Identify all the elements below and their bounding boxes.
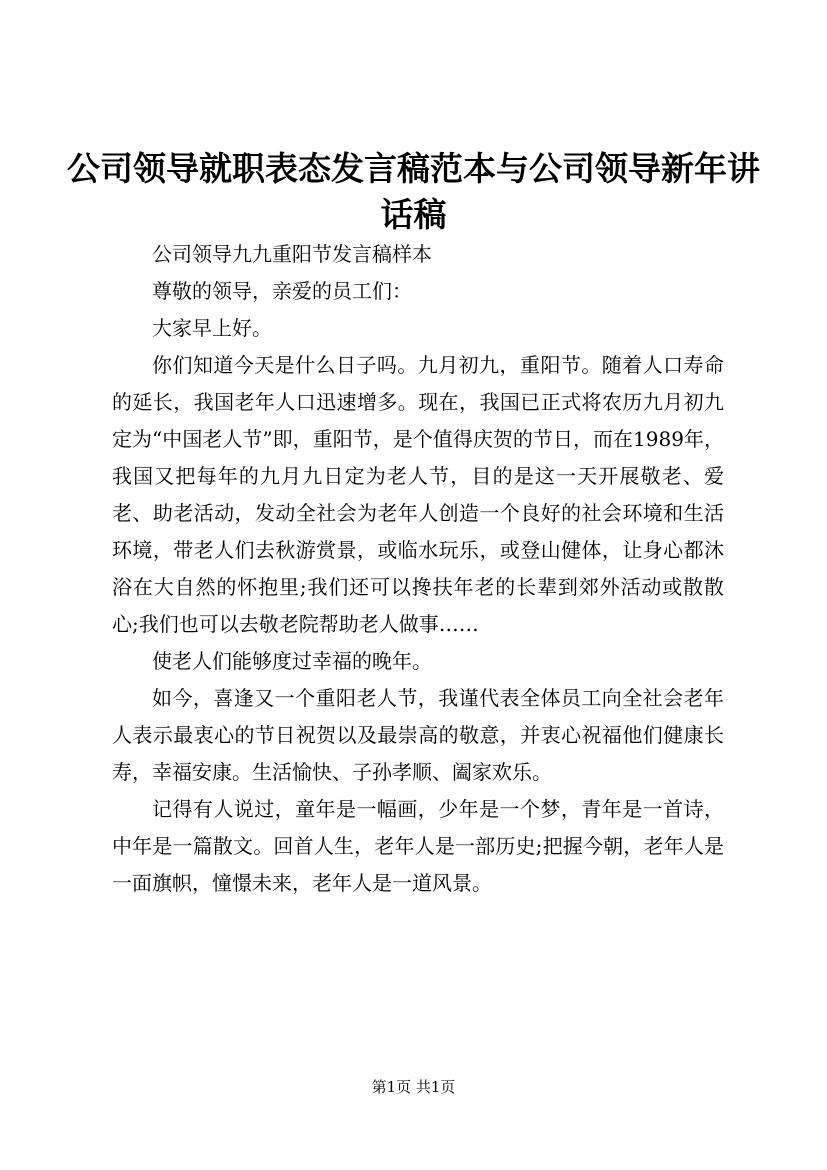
document-body [112,236,724,902]
paragraph: 公司领导九九重阳节发言稿样本 [152,242,432,266]
paragraph: 如今，喜逢又一个重阳老人节，我谨代表全体员工向全社会老年人表示最衷心的节日祝贺以及最崇高的敬意，并衷心祝福他们健康长寿，幸福安康。生活愉快、子孙孝顺、阖家欢乐。 [112,686,724,784]
document-title: 公司领导就职表态发言稿范本与公司领导新年讲话稿 [67,149,760,234]
paragraph: 你们知道今天是什么日子吗。九月初九，重阳节。随着人口寿命的延长，我国老年人口迅速增多。现在，我国已正式将农历九月初九定为“中国老人节”即，重阳节，是个值得庆贺的节日，而在1989年，我国又把每年的九月九日定为老人节，目的是这一天开展敬老、爱老、助老活动，发动全社会为老年人创造一个良好的社会环境和生活环境，带老人们去秋游赏景，或临水玩乐，或登山健体，让身心都沐浴在大自然的怀抱里;我们还可以搀扶年老的长辈到郊外活动或散散心;我们也可以去敬老院帮助老人做事…… [112,353,724,636]
page-footer: 第1页 共1页 [371,1078,456,1096]
paragraph: 尊敬的领导，亲爱的员工们： [152,279,412,303]
paragraph: 大家早上好。 [152,316,272,340]
paragraph: 记得有人说过，童年是一幅画，少年是一个梦，青年是一首诗，中年是一篇散文。回首人生，老年人是一部历史;把握今朝，老年人是一面旗帜，憧憬未来，老年人是一道风景。 [112,797,724,895]
paragraph: 使老人们能够度过幸福的晚年。 [152,649,432,673]
